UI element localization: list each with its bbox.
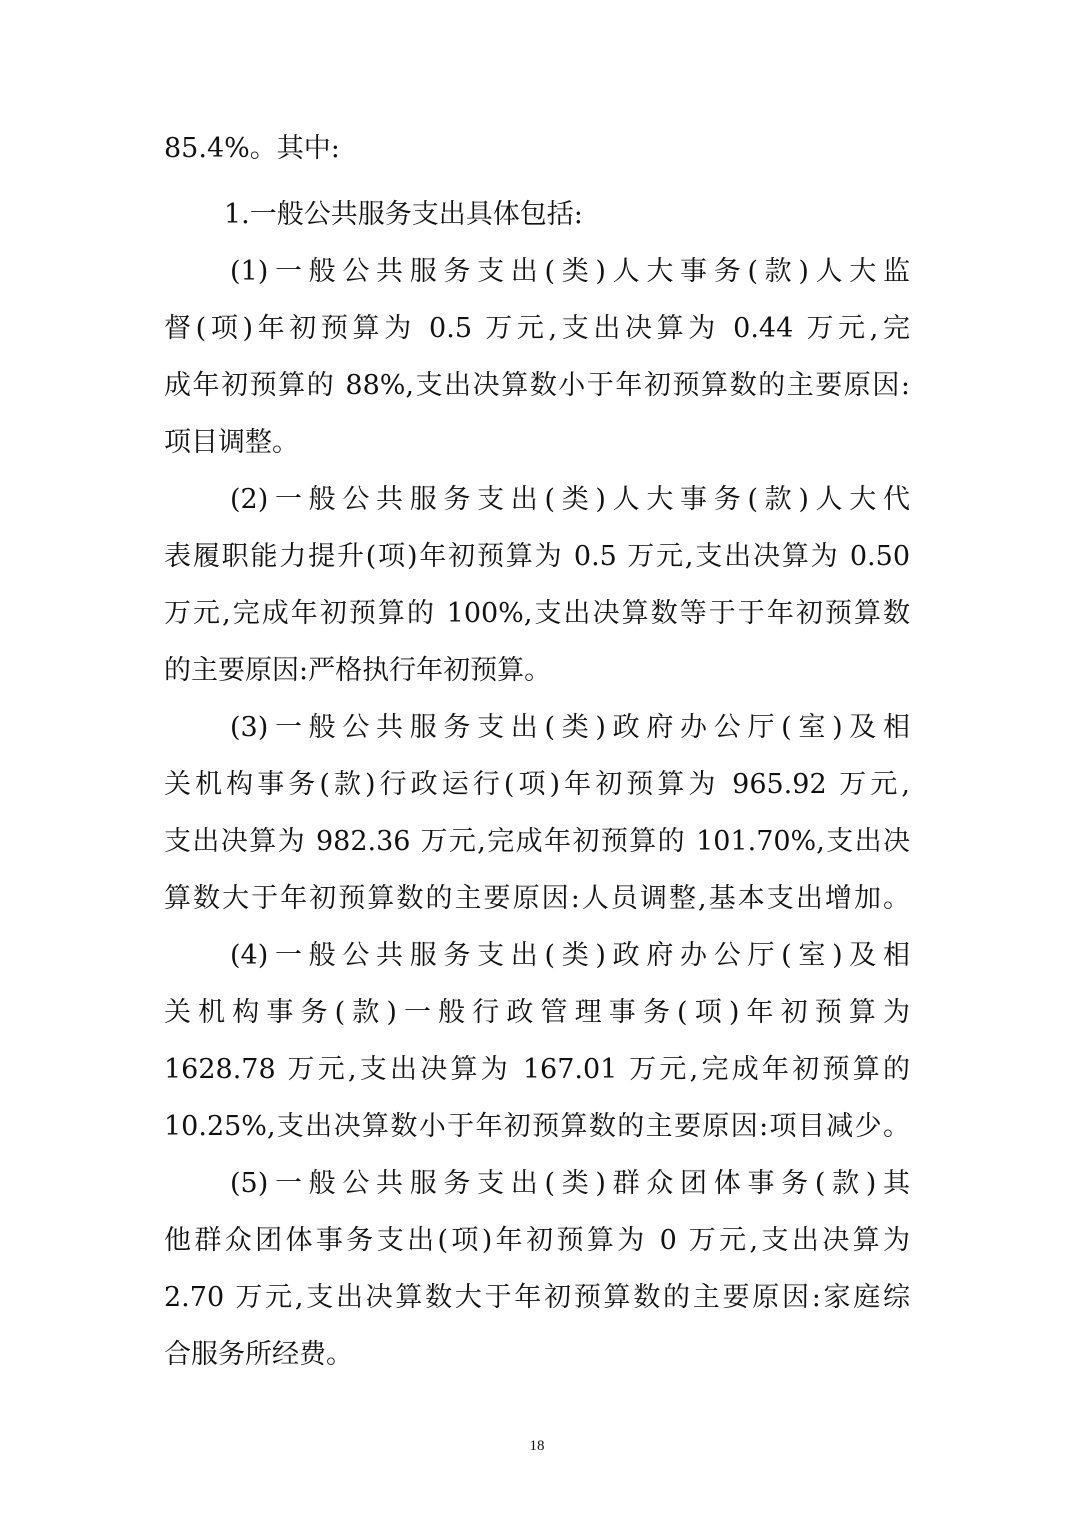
text-line: 算数大于年初预算数的主要原因:人员调整,基本支出增加。	[164, 883, 910, 914]
text-line: 10.25%,支出决算数小于年初预算数的主要原因:项目减少。	[164, 1111, 910, 1142]
text-line: 关机构事务(款)行政运行(项)年初预算为 965.92 万元,	[164, 769, 910, 800]
text-line: (4)一般公共服务支出(类)政府办公厅(室)及相	[230, 940, 910, 971]
text-line: 万元,完成年初预算的 100%,支出决算数等于于年初预算数	[164, 598, 910, 629]
text-line: 的主要原因:严格执行年初预算。	[164, 655, 552, 686]
text-line: (3)一般公共服务支出(类)政府办公厅(室)及相	[230, 712, 910, 743]
text-line: 关机构事务(款)一般行政管理事务(项)年初预算为	[164, 997, 910, 1028]
page-number: 18	[529, 1438, 545, 1454]
text-line: 督(项)年初预算为 0.5 万元,支出决算为 0.44 万元,完	[164, 313, 910, 344]
text-line: (5)一般公共服务支出(类)群众团体事务(款)其	[230, 1168, 910, 1199]
text-line: 85.4%。其中:	[164, 133, 340, 164]
text-line: 表履职能力提升(项)年初预算为 0.5 万元,支出决算为 0.50	[164, 541, 910, 572]
text-line: 成年初预算的 88%,支出决算数小于年初预算数的主要原因:	[164, 370, 910, 401]
text-line: 支出决算为 982.36 万元,完成年初预算的 101.70%,支出决	[164, 826, 910, 857]
text-line: (2)一般公共服务支出(类)人大事务(款)人大代	[230, 484, 910, 515]
section-heading: 1.一般公共服务支出具体包括:	[224, 199, 583, 230]
text-line: 2.70 万元,支出决算数大于年初预算数的主要原因:家庭综	[164, 1282, 910, 1313]
text-line: 合服务所经费。	[164, 1339, 353, 1370]
text-line: (1)一般公共服务支出(类)人大事务(款)人大监	[230, 256, 910, 287]
text-line: 项目调整。	[164, 427, 299, 458]
text-line: 1628.78 万元,支出决算为 167.01 万元,完成年初预算的	[164, 1054, 910, 1085]
text-line: 他群众团体事务支出(项)年初预算为 0 万元,支出决算为	[164, 1225, 910, 1256]
